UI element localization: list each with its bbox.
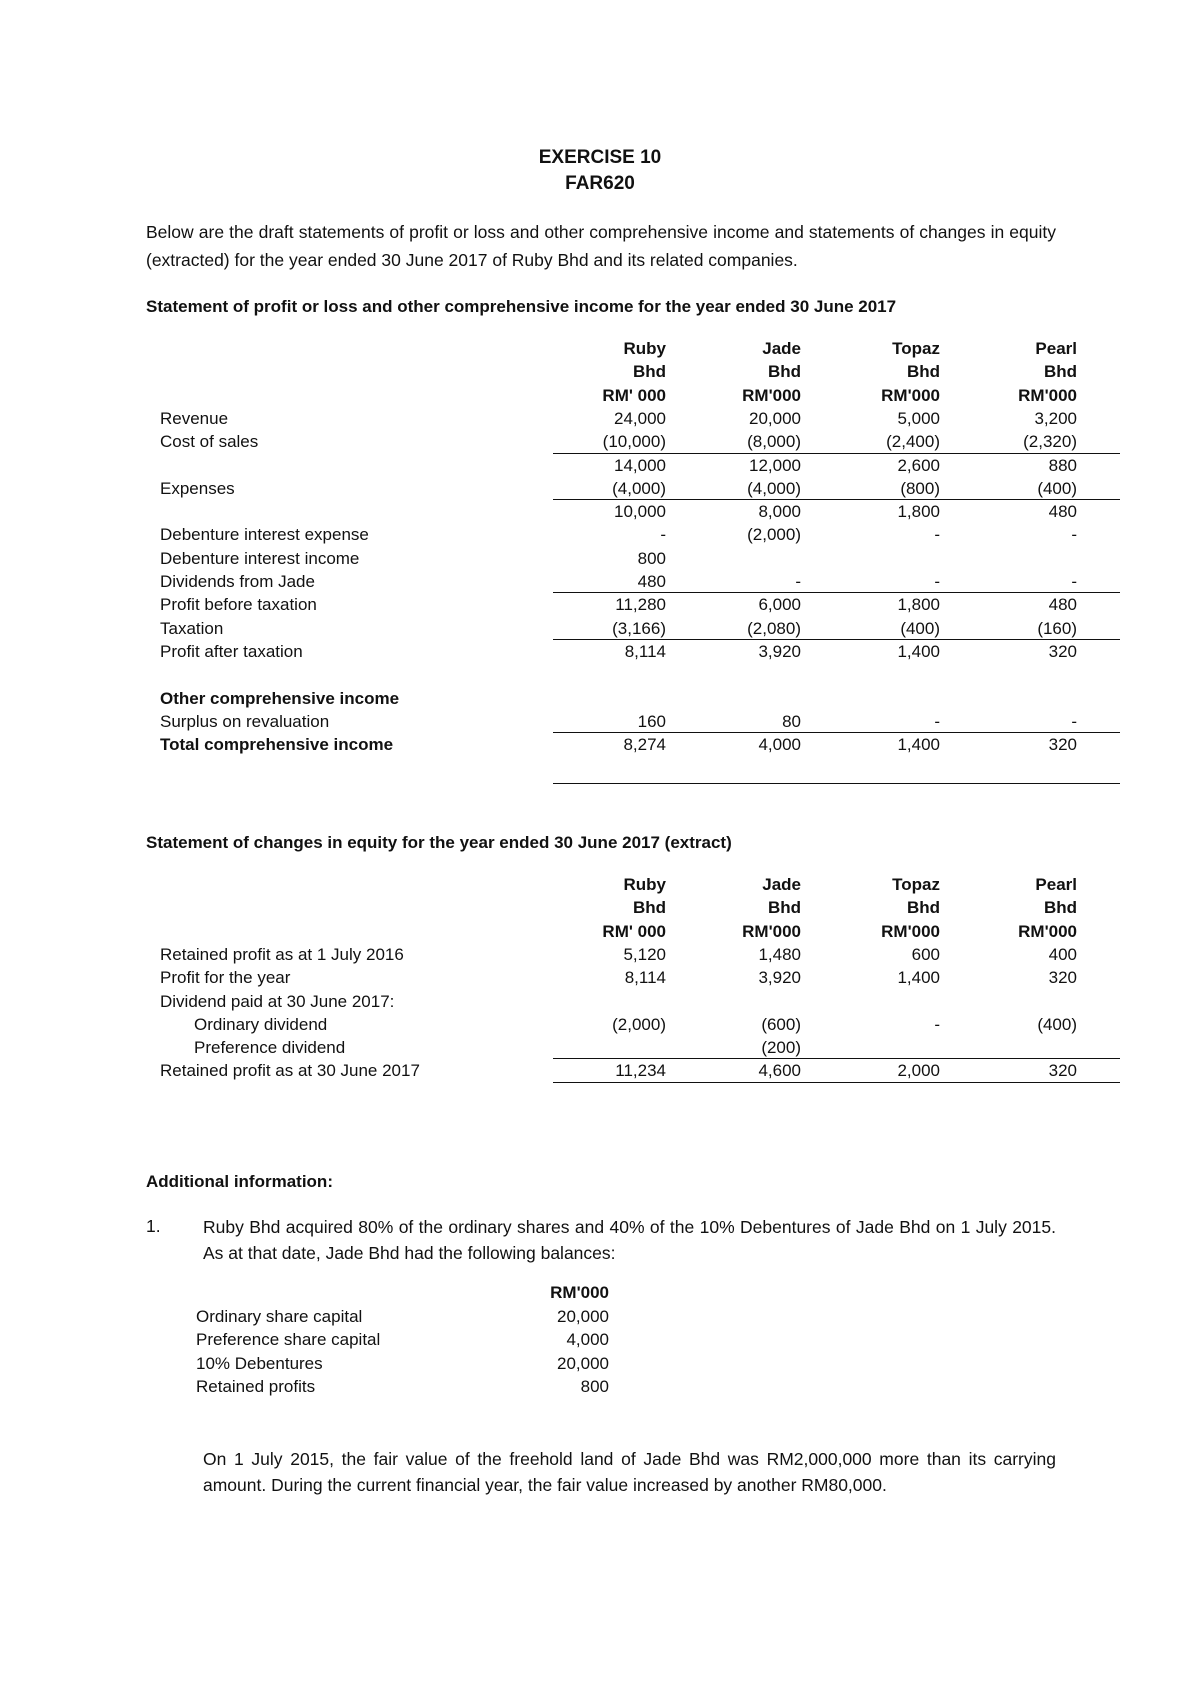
cell-value: 10,000	[614, 502, 666, 522]
column-header-name: Ruby	[623, 339, 666, 358]
cell-value: 12,000	[749, 455, 801, 475]
row-label: Profit for the year	[160, 968, 291, 988]
cell-value: 11,280	[615, 595, 666, 615]
cell-value: (2,320)	[1023, 432, 1077, 452]
column-header-name: Ruby	[623, 875, 666, 894]
cell-value: 3,920	[758, 641, 801, 661]
cell-value: 8,114	[624, 641, 666, 661]
cell-value: 480	[1048, 595, 1077, 615]
row-label: Total comprehensive income	[160, 735, 394, 755]
row-label: Taxation	[160, 618, 224, 638]
balance-value: 20,000	[557, 1353, 609, 1373]
column-header-unit: RM' 000	[602, 385, 666, 405]
cell-value: 600	[911, 944, 940, 964]
cell-value: 20,000	[749, 408, 801, 428]
column-header-name: Jade	[762, 339, 801, 358]
row-label: Retained profit as at 1 July 2016	[160, 944, 404, 964]
column-header-unit: RM'000	[1018, 385, 1077, 405]
course-code: FAR620	[565, 173, 635, 194]
cell-value: 320	[1048, 1061, 1077, 1081]
cell-value: (3,166)	[612, 618, 666, 638]
item-number: 1.	[146, 1216, 161, 1236]
cell-value: (400)	[900, 618, 940, 638]
cell-value: 1,400	[897, 968, 940, 988]
balance-value: 20,000	[557, 1307, 609, 1326]
row-label: Cost of sales	[160, 432, 259, 452]
row-label: Retained profit as at 30 June 2017	[160, 1061, 420, 1081]
cell-value: (4,000)	[747, 478, 801, 498]
cell-value: -	[1071, 711, 1077, 731]
cell-value: 6,000	[758, 595, 801, 615]
balance-label: Retained profits	[196, 1376, 316, 1396]
row-label: Revenue	[160, 408, 229, 428]
cell-value: 14,000	[614, 455, 666, 475]
column-header-suffix: Bhd	[632, 898, 666, 918]
cell-value: 2,000	[897, 1061, 940, 1081]
cell-value: 1,800	[897, 502, 940, 522]
underline-rule	[553, 592, 1120, 593]
cell-value: (400)	[1037, 1014, 1077, 1034]
cell-value: (4,000)	[612, 478, 666, 498]
cell-value: 320	[1048, 641, 1077, 661]
intro-paragraph: Below are the draft statements of profit or loss and other comprehensive income and statements of changes in equity (extracted) for the year ended 30 June 2017 of Ruby Bhd and its related companies.	[146, 222, 1056, 270]
cell-value: 880	[1048, 455, 1077, 475]
balance-value: 4,000	[566, 1330, 609, 1350]
row-label: Dividend paid at 30 June 2017:	[160, 991, 395, 1011]
balance-label: Preference share capital	[196, 1330, 381, 1350]
cell-value: (800)	[900, 478, 940, 498]
cell-value: 1,400	[897, 735, 940, 755]
cell-value: -	[795, 572, 801, 591]
column-header-unit: RM'000	[742, 385, 801, 405]
balances-unit: RM'000	[550, 1283, 609, 1302]
column-header-name: Topaz	[892, 875, 940, 894]
cell-value: (160)	[1037, 618, 1077, 638]
underline-rule	[553, 783, 1120, 784]
column-header-suffix: Bhd	[767, 898, 801, 918]
cell-value: 8,000	[758, 502, 801, 522]
column-header-name: Jade	[762, 875, 801, 894]
row-label: Ordinary dividend	[194, 1014, 328, 1034]
column-header-unit: RM'000	[742, 921, 801, 941]
exercise-title: EXERCISE 10	[538, 147, 662, 168]
cell-value: (2,000)	[612, 1014, 666, 1034]
cell-value: 11,234	[615, 1061, 666, 1081]
cell-value: 160	[637, 711, 666, 731]
column-header-unit: RM'000	[881, 385, 940, 405]
cell-value: (2,000)	[747, 525, 801, 545]
underline-rule	[553, 639, 1120, 640]
row-label: Dividends from Jade	[160, 572, 315, 591]
cell-value: 24,000	[614, 408, 666, 428]
cell-value: -	[934, 711, 940, 731]
column-header-unit: RM'000	[881, 921, 940, 941]
cell-value: -	[934, 1014, 940, 1034]
cell-value: (400)	[1037, 478, 1077, 498]
row-label: Preference dividend	[194, 1038, 346, 1058]
row-label: Debenture interest income	[160, 548, 360, 568]
underline-rule	[553, 453, 1120, 454]
soce-heading: Statement of changes in equity for the year ended 30 June 2017 (extract)	[146, 833, 732, 852]
balance-label: Ordinary share capital	[196, 1307, 363, 1326]
cell-value: 320	[1048, 735, 1077, 755]
row-label: Profit before taxation	[160, 595, 317, 615]
cell-value: (2,080)	[747, 618, 801, 638]
cell-value: -	[934, 525, 940, 545]
cell-value: 8,274	[623, 735, 666, 755]
item-text: Ruby Bhd acquired 80% of the ordinary shares and 40% of the 10% Debentures of Jade Bhd on 1 July 2015. As at that date, Jade Bhd had the following balances:	[203, 1217, 1056, 1263]
cell-value: 5,120	[623, 944, 666, 964]
column-header-suffix: Bhd	[1043, 898, 1077, 918]
cell-value: 480	[1048, 502, 1077, 522]
cell-value: (10,000)	[602, 432, 666, 452]
cell-value: -	[1071, 572, 1077, 591]
additional-heading: Additional information:	[146, 1172, 333, 1191]
cell-value: -	[660, 525, 666, 545]
sopl-heading: Statement of profit or loss and other comprehensive income for the year ended 30 June 2017	[146, 297, 897, 316]
cell-value: 1,400	[897, 641, 940, 661]
balance-label: 10% Debentures	[196, 1353, 323, 1373]
underline-rule	[553, 732, 1120, 733]
cell-value: 320	[1048, 968, 1077, 988]
cell-value: 3,200	[1034, 408, 1077, 428]
cell-value: 4,000	[758, 735, 801, 755]
row-label: Profit after taxation	[160, 641, 303, 661]
underline-rule	[553, 499, 1120, 500]
column-header-suffix: Bhd	[906, 362, 940, 382]
column-header-name: Pearl	[1035, 339, 1077, 358]
balance-value: 800	[580, 1376, 609, 1396]
cell-value: 5,000	[897, 408, 940, 428]
cell-value: 80	[782, 711, 801, 731]
row-label: Other comprehensive income	[160, 688, 400, 708]
column-header-name: Pearl	[1035, 875, 1077, 894]
column-header-unit: RM'000	[1018, 921, 1077, 941]
row-label: Surplus on revaluation	[160, 711, 330, 731]
row-label: Expenses	[160, 478, 235, 498]
underline-rule	[553, 1082, 1120, 1083]
cell-value: 400	[1048, 944, 1077, 964]
underline-rule	[553, 1058, 1120, 1059]
cell-value: -	[1071, 525, 1077, 545]
cell-value: (600)	[761, 1014, 801, 1034]
cell-value: 4,600	[758, 1061, 801, 1081]
cell-value: 1,800	[897, 595, 940, 615]
column-header-suffix: Bhd	[1043, 362, 1077, 382]
cell-value: (8,000)	[747, 432, 801, 452]
cell-value: (2,400)	[886, 432, 940, 452]
cell-value: 3,920	[758, 968, 801, 988]
fair-value-note: On 1 July 2015, the fair value of the freehold land of Jade Bhd was RM2,000,000 more than its carrying amount. During the current financial year, the fair value increased by another RM80,000.	[203, 1449, 1056, 1495]
column-header-suffix: Bhd	[632, 362, 666, 382]
cell-value: -	[934, 572, 940, 591]
cell-value: 8,114	[624, 968, 666, 988]
column-header-suffix: Bhd	[906, 898, 940, 918]
cell-value: 480	[637, 572, 666, 591]
column-header-suffix: Bhd	[767, 362, 801, 382]
cell-value: (200)	[761, 1038, 801, 1058]
row-label: Debenture interest expense	[160, 525, 369, 545]
cell-value: 1,480	[758, 944, 801, 964]
column-header-name: Topaz	[892, 339, 940, 358]
cell-value: 800	[637, 548, 666, 568]
cell-value: 2,600	[897, 455, 940, 475]
column-header-unit: RM' 000	[602, 921, 666, 941]
